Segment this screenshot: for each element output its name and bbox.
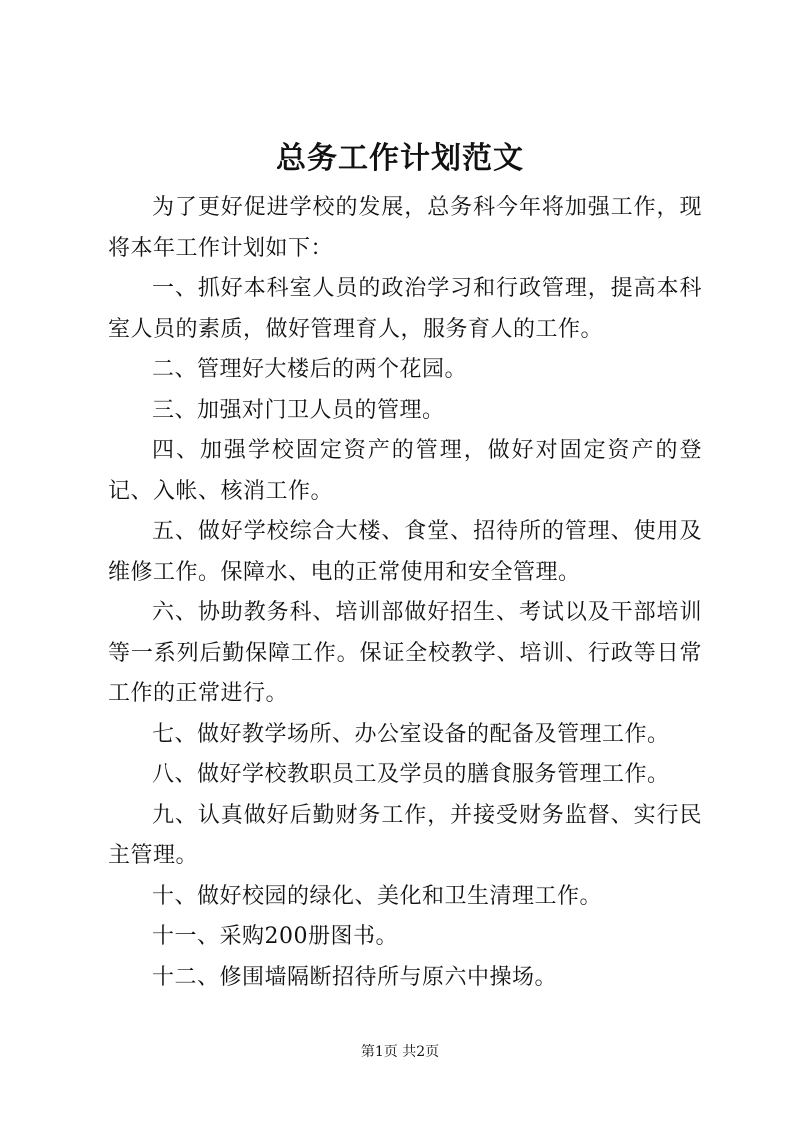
paragraph-item-8: 八、做好学校教职员工及学员的膳食服务管理工作。 — [152, 762, 670, 787]
paragraph-item-3: 三、加强对门卫人员的管理。 — [152, 397, 445, 423]
paragraph-item-10: 十、做好校园的绿化、美化和卫生清理工作。 — [152, 883, 603, 909]
paragraph-intro: 为了更好促进学校的发展，总务科今年将加强工作，现将本年工作计划如下： — [108, 195, 702, 261]
paragraph-item-12: 十二、修围墙隔断招待所与原六中操场。 — [152, 964, 558, 990]
paragraph-item-7: 七、做好教学场所、办公室设备的配备及管理工作。 — [152, 721, 670, 747]
paragraph-item-1: 一、抓好本科室人员的政治学习和行政管理，提高本科室人员的素质，做好管理育人，服务育人的工作。 — [108, 276, 702, 342]
paragraph-item-2: 二、管理好大楼后的两个花园。 — [152, 357, 468, 382]
paragraph-item-4: 四、加强学校固定资产的管理，做好对固定资产的登记、入帐、核消工作。 — [108, 438, 702, 504]
paragraph-item-11: 十一、采购200册图书。 — [152, 924, 398, 949]
page-number-footer: 第1页 共2页 — [360, 1044, 440, 1060]
paragraph-item-5: 五、做好学校综合大楼、食堂、招待所的管理、使用及维修工作。保障水、电的正常使用和安全管理。 — [108, 519, 702, 585]
paragraph-item-9: 九、认真做好后勤财务工作，并接受财务监督、实行民主管理。 — [108, 802, 702, 868]
paragraph-item-6: 六、协助教务科、培训部做好招生、考试以及干部培训等一系列后勤保障工作。保证全校教学、培训、行政等日常工作的正常进行。 — [108, 600, 702, 706]
page-title: 总务工作计划范文 — [276, 141, 524, 176]
document-body — [108, 188, 702, 998]
